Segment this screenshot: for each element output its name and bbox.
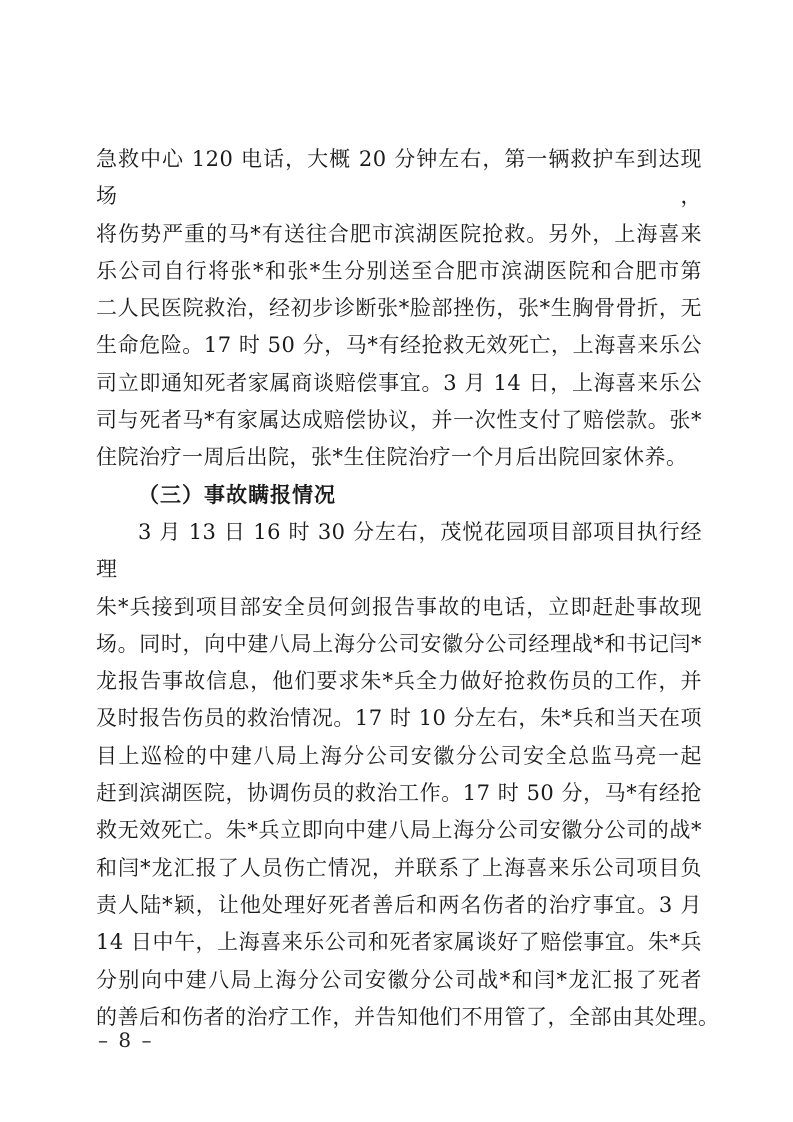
text-line: 乐公司自行将张*和张*生分别送至合肥市滨湖医院和合肥市第: [96, 258, 702, 283]
text-line: 生命危险。17 时 50 分，马*有经抢救无效死亡，上海喜来乐公: [96, 333, 702, 358]
text-line: 和闫*龙汇报了人员伤亡情况，并联系了上海喜来乐公司项目负: [96, 855, 702, 880]
text-line: 分别向中建八局上海分公司安徽分公司战*和闫*龙汇报了死者: [96, 967, 702, 992]
text-line: 及时报告伤员的救治情况。17 时 10 分左右，朱*兵和当天在项: [96, 706, 702, 731]
page-number: – 8 –: [98, 1028, 154, 1052]
text-line: 救无效死亡。朱*兵立即向中建八局上海分公司安徽分公司的战*: [96, 818, 702, 843]
text-line: 3 月 13 日 16 时 30 分左右，茂悦花园项目部项目执行经理: [96, 519, 702, 582]
text-line: 14 日中午，上海喜来乐公司和死者家属谈好了赔偿事宜。朱*兵: [96, 930, 702, 955]
text-line: 责人陆*颖，让他处理好死者善后和两名伤者的治疗事宜。3 月: [96, 892, 702, 917]
text-line: 住院治疗一周后出院，张*生住院治疗一个月后出院回家休养。: [96, 445, 688, 470]
text-line: 二人民医院救治，经初步诊断张*脸部挫伤，张*生胸骨骨折，无: [96, 296, 702, 321]
text-line: 赶到滨湖医院，协调伤员的救治工作。17 时 50 分，马*有经抢: [96, 781, 702, 806]
text-line: 将伤势严重的马*有送往合肥市滨湖医院抢救。另外，上海喜来: [96, 221, 702, 246]
text-line: 的善后和伤者的治疗工作，并告知他们不用管了，全部由其处理。: [96, 1004, 720, 1029]
text-line: 司与死者马*有家属达成赔偿协议，并一次性支付了赔偿款。张*: [96, 408, 702, 433]
text-line: 急救中心 120 电话，大概 20 分钟左右，第一辆救护车到达现场，: [96, 147, 702, 209]
document-body: [96, 141, 720, 1036]
text-line: 司立即通知死者家属商谈赔偿事宜。3 月 14 日，上海喜来乐公: [96, 370, 702, 395]
text-line: 龙报告事故信息，他们要求朱*兵全力做好抢救伤员的工作，并: [96, 669, 702, 694]
text-line: 场。同时，向中建八局上海分公司安徽分公司经理战*和书记闫*: [96, 631, 702, 656]
section-heading: （三）事故瞒报情况: [138, 482, 336, 507]
text-line: 朱*兵接到项目部安全员何剑报告事故的电话，立即赶赴事故现: [96, 594, 702, 619]
text-line: 目上巡检的中建八局上海分公司安徽分公司安全总监马亮一起: [96, 743, 702, 768]
